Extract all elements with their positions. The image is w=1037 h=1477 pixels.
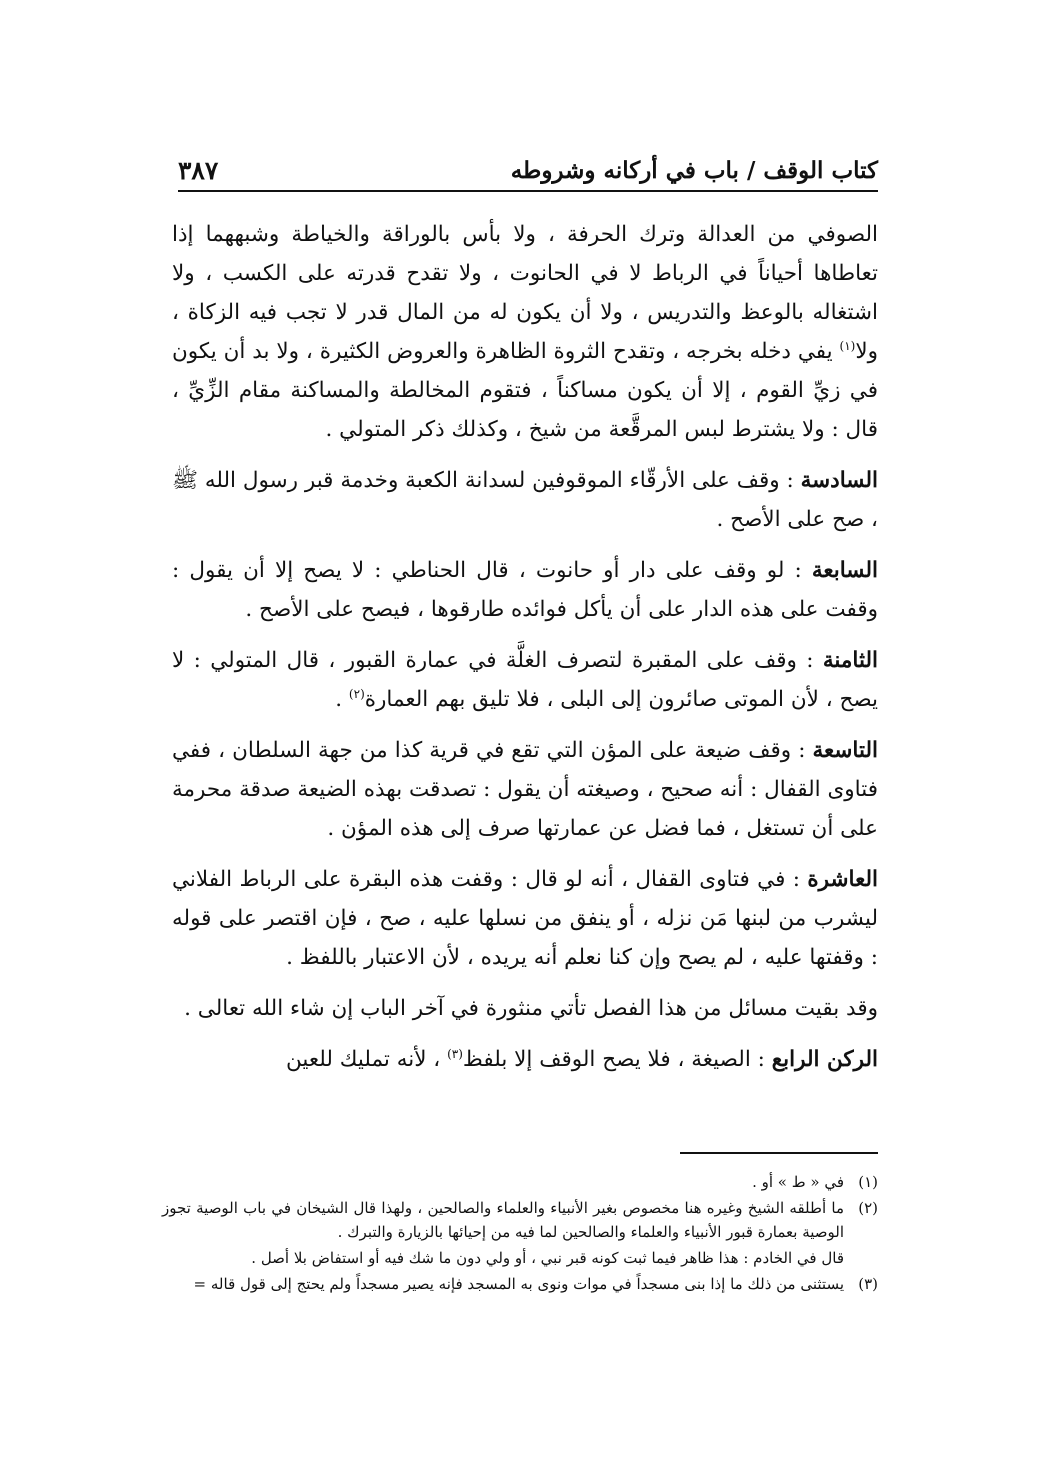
paragraph-tenth: [172, 860, 878, 977]
footnote-2: [162, 1196, 878, 1244]
footnote-divider: [680, 1152, 878, 1154]
section-term: الركن الرابع: [771, 1047, 878, 1072]
paragraph-end: .: [335, 687, 349, 712]
section-term: السادسة: [800, 468, 878, 493]
footnote-ref-2: (٢): [348, 686, 365, 701]
paragraph-end: ، لأنه تمليك للعين: [286, 1047, 448, 1072]
footnote-number: (١): [858, 1173, 878, 1191]
running-header: [178, 150, 878, 192]
main-text: [172, 215, 878, 1091]
paragraph-text: : في فتاوى القفال ، أنه لو قال : وقفت هذه البقرة على الرباط الفلاني ليشرب من لبنها مَن نزله ، أو ينفق من نسلها عليه ، صح ، فإن اقتصر على قوله : وقفتها عليه ، لم يصح وإن كنا نعلم أنه يريده ، لأن الاعتبار باللفظ .: [172, 867, 878, 970]
paragraph-seventh: [172, 551, 878, 629]
footnote-number: (٢): [858, 1199, 878, 1217]
section-term: الثامنة: [822, 648, 878, 673]
paragraph-fourth-pillar: [172, 1040, 878, 1079]
paragraph-text: الصوفي من العدالة وترك الحرفة ، ولا بأس بالوراقة والخياطة وشبههما إذا تعاطاها أحياناً في الرباط لا في الحانوت ، ولا تقدح قدرته على الكسب ، ولا اشتغاله بالوعظ والتدريس ، ولا أن يكون له من المال قدر لا تجب فيه الزكاة ، ولا: [172, 222, 878, 364]
paragraph-ninth: [172, 731, 878, 848]
footnote-3: [162, 1272, 878, 1296]
footnote-ref-1: (١): [839, 338, 856, 353]
footnote-1: [162, 1170, 878, 1194]
footnote-2-continued: [162, 1246, 878, 1270]
chapter-title: كتاب الوقف / باب في أركانه وشروطه: [510, 156, 878, 184]
footnote-text: في « ط » أو .: [752, 1173, 844, 1191]
section-term: العاشرة: [807, 867, 878, 892]
footnotes: [162, 1170, 878, 1298]
footnote-number: (٣): [858, 1275, 878, 1293]
footnote-ref-3: (٣): [447, 1046, 463, 1061]
paragraph-sufi: [172, 215, 878, 449]
section-term: السابعة: [811, 558, 878, 583]
paragraph-text-cont: يفي دخله بخرجه ، وتقدح الثروة الظاهرة والعروض الكثيرة ، ولا بد أن يكون في زيِّ القوم ، إلا أن يكون مساكناً ، فتقوم المخالطة والمساكنة مقام الزِّيِّ ، قال : ولا يشترط لبس المرقَّعة من شيخ ، وكذلك ذكر المتولي .: [172, 339, 878, 442]
footnote-number-spacer: [844, 1246, 878, 1270]
paragraph-text: : لو وقف على دار أو حانوت ، قال الحناطي : لا يصح إلا أن يقول : وقفت على هذه الدار على أن يأكل فوائده طارقوها ، فيصح على الأصح .: [172, 558, 878, 622]
section-term: التاسعة: [812, 738, 878, 763]
footnote-text: ما أطلقه الشيخ وغيره هنا مخصوص بغير الأنبياء والعلماء والصالحين ، ولهذا قال الشيخان في باب الوصية تجوز الوصية بعمارة قبور الأنبياء والعلماء والصالحين لما فيه من إحيائها بالزيارة والتبرك .: [162, 1199, 844, 1241]
page-number: ٣٨٧: [178, 155, 219, 185]
paragraph-text: : وقف على الأرقّاء الموقوفين لسدانة الكعبة وخدمة قبر رسول الله ﷺ ، صح على الأصح .: [172, 468, 878, 532]
paragraph-eighth: [172, 641, 878, 719]
paragraph-text: : الصيغة ، فلا يصح الوقف إلا بلفظ: [462, 1047, 772, 1072]
footnote-text: قال في الخادم : هذا ظاهر فيما ثبت كونه قبر نبي ، أو ولي دون ما شك فيه أو استفاض بلا أصل .: [251, 1249, 844, 1267]
paragraph-text: وقد بقيت مسائل من هذا الفصل تأتي منثورة في آخر الباب إن شاء الله تعالى .: [184, 996, 878, 1021]
paragraph-remaining: [172, 989, 878, 1028]
paragraph-sixth: [172, 461, 878, 539]
paragraph-text: : وقف ضيعة على المؤن التي تقع في قرية كذا من جهة السلطان ، ففي فتاوى القفال : أنه صحيح ، وصيغته أن يقول : تصدقت بهذه الضيعة صدقة محرمة على أن تستغل ، فما فضل عن عمارتها صرف إلى هذه المؤن .: [172, 738, 878, 841]
footnote-text: يستثنى من ذلك ما إذا بنى مسجداً في موات ونوى به المسجد فإنه يصير مسجداً ولم يحتج إلى قول قاله =: [193, 1275, 844, 1293]
paragraph-text: : وقف على المقبرة لتصرف الغلَّة في عمارة القبور ، قال المتولي : لا يصح ، لأن الموتى صائرون إلى البلى ، فلا تليق بهم العمارة: [172, 648, 878, 712]
